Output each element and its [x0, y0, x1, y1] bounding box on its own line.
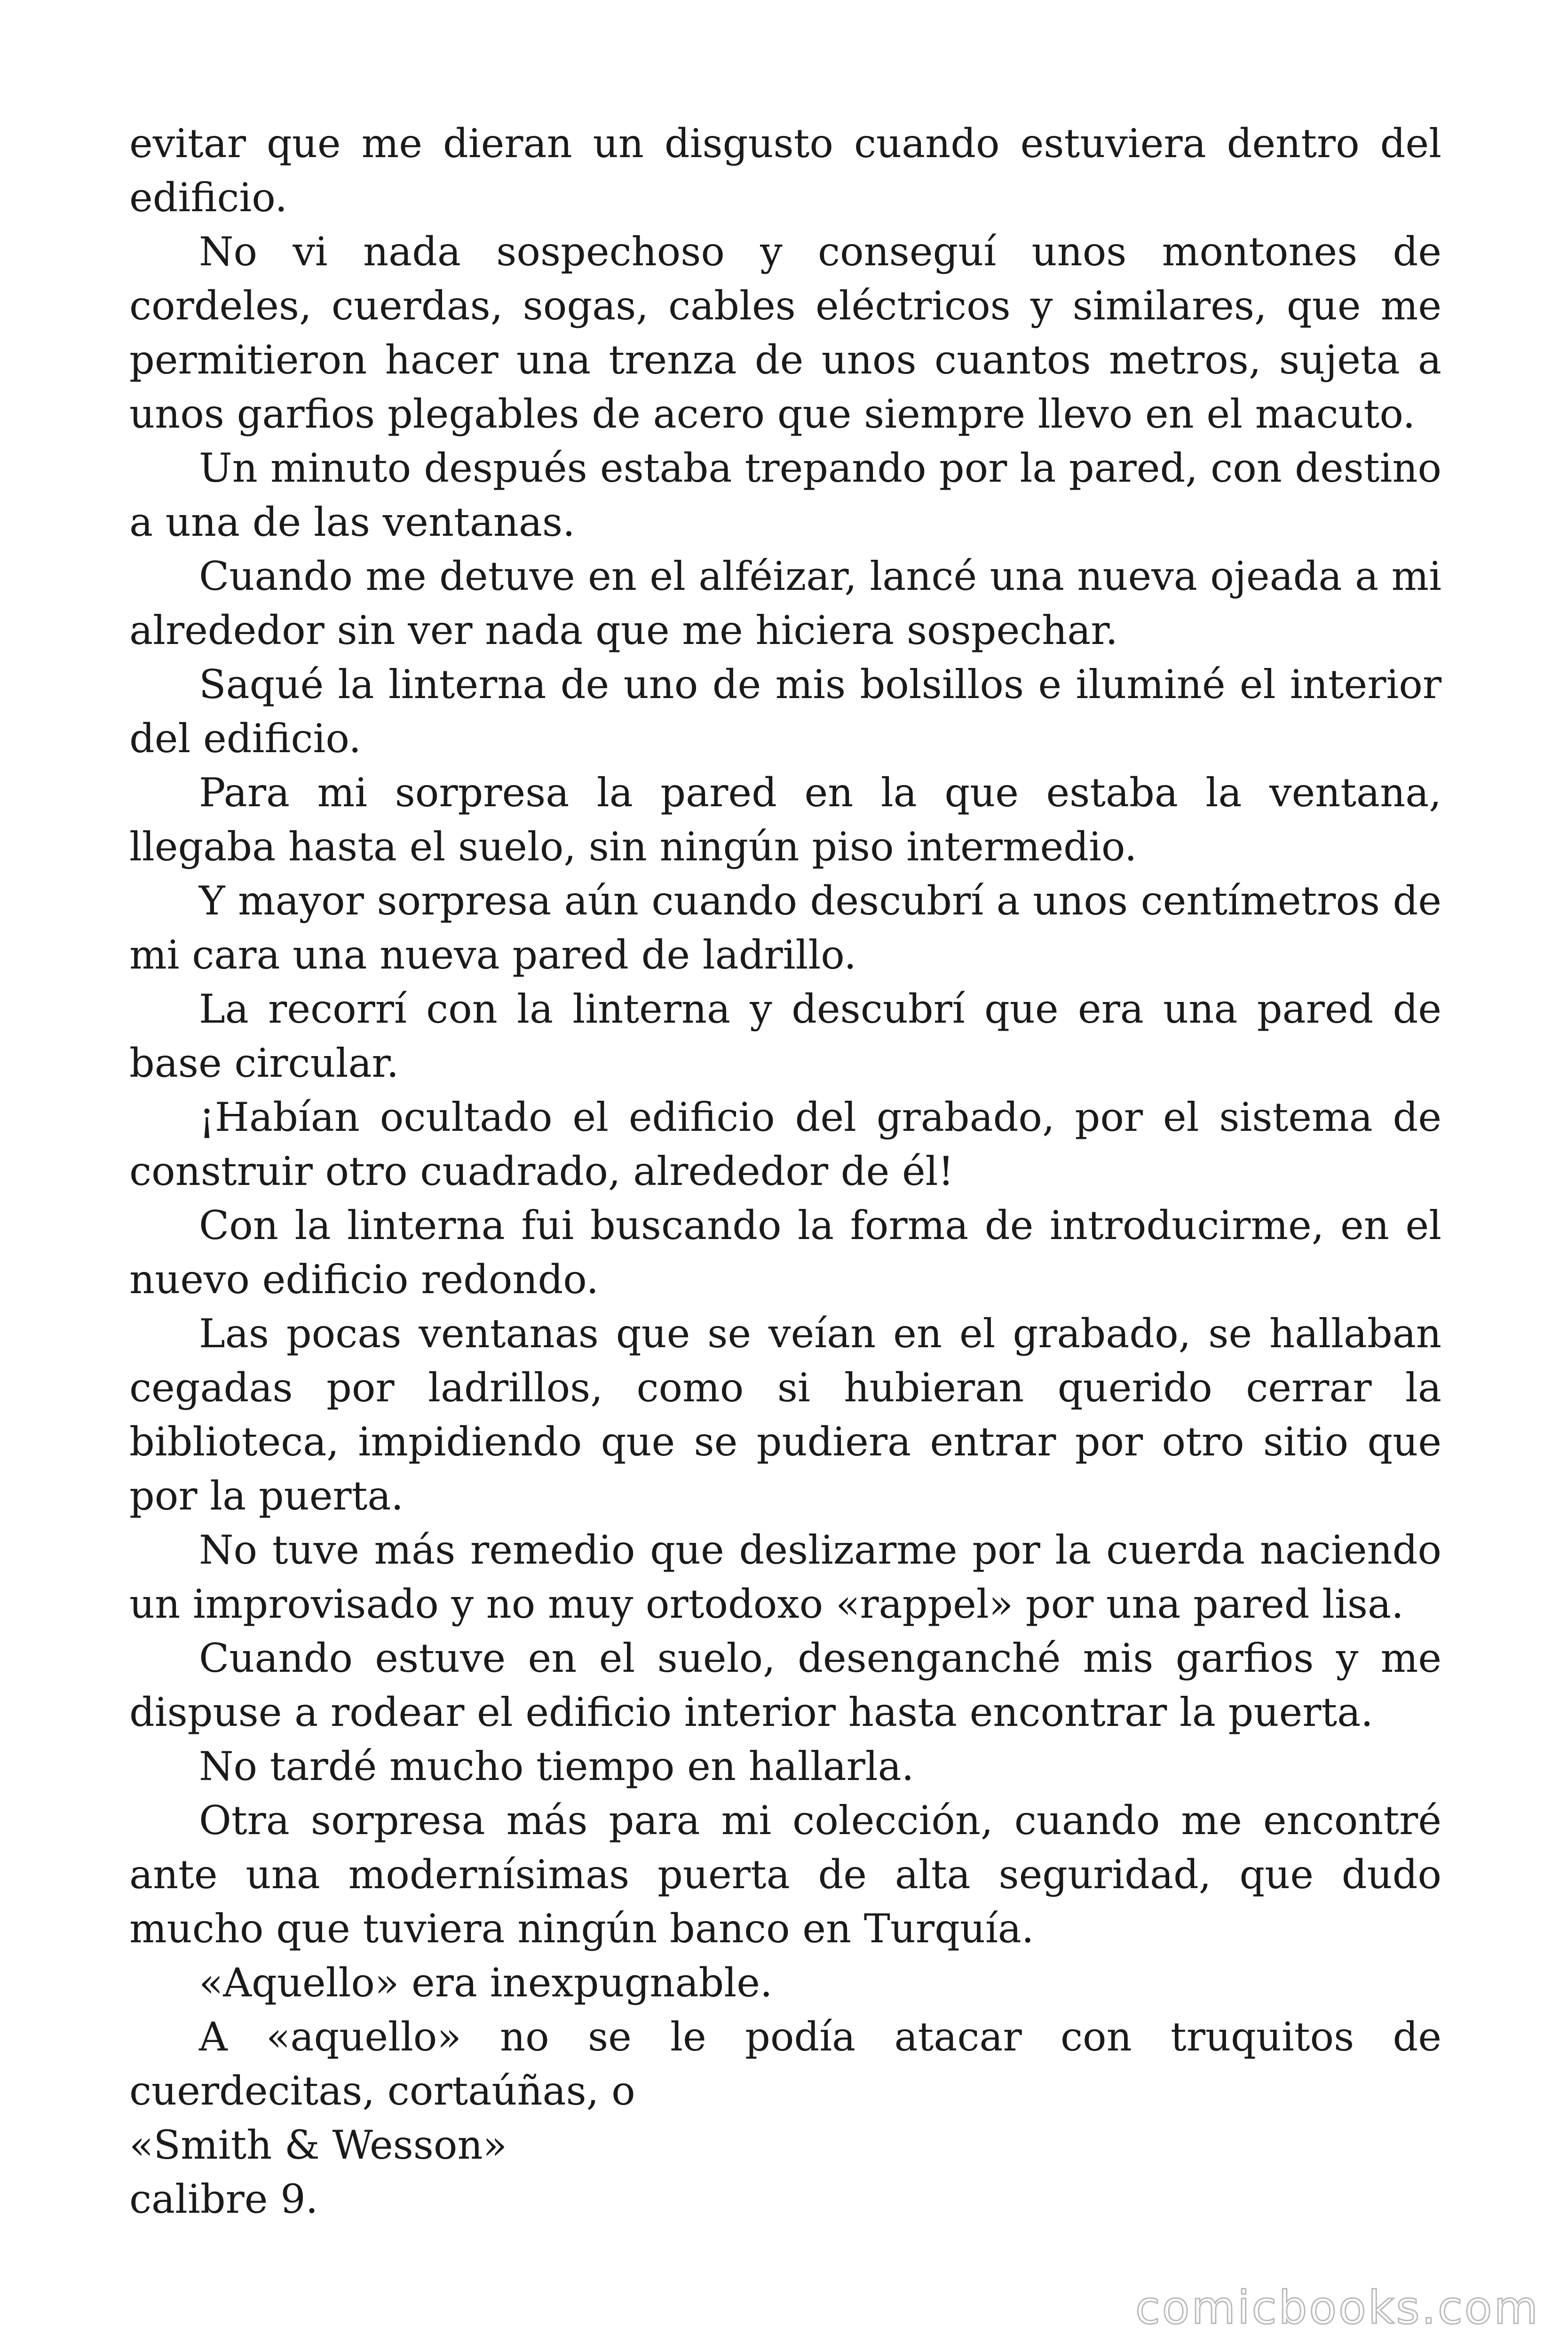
paragraph: Saqué la linterna de uno de mis bolsillos e iluminé el interior del edificio. — [129, 661, 1441, 762]
paragraph: «Aquello» era inexpugnable. — [199, 1960, 773, 2006]
paragraph: Y mayor sorpresa aún cuando descubrí a unos centímetros de mi cara una nueva pared de ladrillo. — [129, 878, 1441, 978]
trailing-line: «Smith & Wesson» — [129, 2122, 507, 2168]
watermark-logo: comicbooks.com — [1135, 2281, 1540, 2334]
paragraph: A «aquello» no se le podía atacar con truquitos de cuerdecitas, cortaúñas, o — [129, 2014, 1441, 2114]
paragraph: No vi nada sospechoso y conseguí unos montones de cordeles, cuerdas, sogas, cables eléctricos y similares, que me permitieron hacer una trenza de unos cuantos metros, sujeta a unos garfios plegables de acero que siempre llevo en el macuto. — [129, 229, 1441, 437]
paragraph: Un minuto después estaba trepando por la pared, con destino a una de las ventanas. — [129, 445, 1441, 545]
body-text — [129, 117, 1441, 2226]
paragraph: No tuve más remedio que deslizarme por la cuerda naciendo un improvisado y no muy ortodoxo «rappel» por una pared lisa. — [129, 1527, 1441, 1627]
paragraph: Cuando estuve en el suelo, desenganché mis garfios y me dispuse a rodear el edificio interior hasta encontrar la puerta. — [129, 1635, 1441, 1735]
paragraph: Cuando me detuve en el alféizar, lancé una nueva ojeada a mi alrededor sin ver nada que me hiciera sospechar. — [129, 553, 1441, 653]
paragraph: Otra sorpresa más para mi colección, cuando me encontré ante una modernísimas puerta de alta seguridad, que dudo mucho que tuviera ningún banco en Turquía. — [129, 1797, 1441, 1952]
paragraph: Las pocas ventanas que se veían en el grabado, se hallaban cegadas por ladrillos, como si hubieran querido cerrar la biblioteca, impidiendo que se pudiera entrar por otro sitio que por la puerta. — [129, 1311, 1441, 1519]
trailing-line: calibre 9. — [129, 2176, 318, 2222]
paragraph: Para mi sorpresa la pared en la que estaba la ventana, llegaba hasta el suelo, sin ningún piso intermedio. — [129, 770, 1441, 870]
paragraph: La recorrí con la linterna y descubrí que era una pared de base circular. — [129, 986, 1441, 1086]
paragraph-continuation: evitar que me dieran un disgusto cuando estuviera dentro del edificio. — [129, 120, 1441, 221]
paragraph: No tardé mucho tiempo en hallarla. — [199, 1743, 914, 1789]
paragraph: Con la linterna fui buscando la forma de introducirme, en el nuevo edificio redondo. — [129, 1202, 1441, 1303]
paragraph: ¡Habían ocultado el edificio del grabado, por el sistema de construir otro cuadrado, alrededor de él! — [129, 1094, 1441, 1194]
